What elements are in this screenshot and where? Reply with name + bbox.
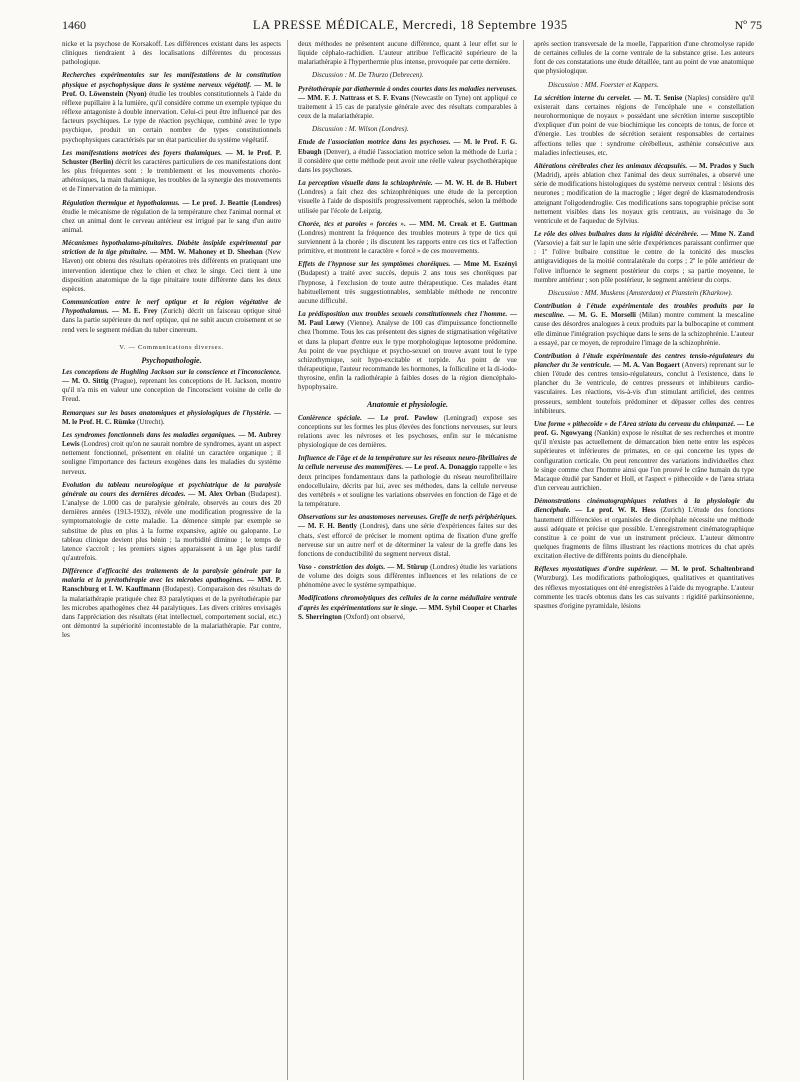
abstract-body: (Naples) considère qu'il existerait dans certaines régions de l'encéphale une « constellation neurohormonique de noyaux » possédant une sécrétion interne susceptible d'expliquer d'un point de vue biochimique les concepts de tonus, de force et d'énergie. Les troubles de sécrétion seraient responsables de certaines affections telles que : syndrome cérébelleux, asthénie consécutive aux maladies infectieuses, etc. <box>534 93 755 157</box>
abstract-body: (Nankin) expose le résultat de ses recherches et montre qu'il n'existe pas actuellement de démarcation bien nette entre les espèces supérieures et inférieures de primates, en ce qui concerne les types de configuration corticale. On peut rencontrer des variations individuelles chez le singe comme chez l'homme ainsi que l'on prouvé le crâne humain du type Macaque étudié par Sander et Holl, et l'aspect « pithecoïde » de l'area striata d'un cerveau autrichien. <box>534 429 754 493</box>
abstract-body: (Vienne). Analyse de 100 cas d'impuissance fonctionnelle chez l'homme. Tous les cas présentent des signes de stigmatisation végétative et dans la plupart d'entre eux le type morphologique leptosome prédomine. Au point de vue psychique et psycho-sexuel on trouve avant tout le type schizothymique, soit hypo-excitable et torpide. Au point de vue thérapeutique, l'auteur recommande les hormones, la folliculine et la di-iodo-thyrosine, enfin la radiothérapie à faibles doses de la région diencéphalo-hypophysaire. <box>298 319 517 392</box>
abstract-title: Le rôle des olives bulbaires dans la rigidité décérébrée. <box>534 229 699 238</box>
abstract-author: — M. F. H. Bently <box>298 522 360 531</box>
abstract-title: Conièrence spéciale. <box>298 413 362 422</box>
abstract-title: Démonstrations cinématographiques relatives à la physiologie du diencéphale. <box>534 497 754 515</box>
abstract-entry <box>62 239 281 294</box>
abstract-author: — Mme N. Zand <box>698 229 754 238</box>
continuation-text: deux méthodes ne présentent aucune différence, quant à leur effet sur le liquide céphalo-rachidien. L'auteur attribue l'efficacité supérieure de la malariathérapie à l'hyperthermie plus intense, provoquée par cette dernière. <box>298 40 517 67</box>
abstract-title: Une forme « pithecoïde » de l'Area striata du cerveau du chimpanzé. <box>534 419 736 428</box>
abstract-body: étudie les troubles constitutionnels à l'aide du réflexe pupillaire à la lumière, qu'il considère comme un exemple typique du réflexe antagoniste à double innervation. Celui-ci peut être influencé par des facteurs psychiques. Le type de réaction psychique, combiné avec le type psychique, produit un certain nombre de types constitutionnels psychophysiques caractérisés par un état particulier du système végétatif. <box>62 89 281 144</box>
abstract-body: (Oxford) ont observé, <box>343 612 405 621</box>
abstract-author: — M. le Prof. H. C. Rümke <box>62 408 281 426</box>
abstract-entry <box>62 71 281 144</box>
abstract-author: — M. Stürup <box>385 562 431 571</box>
abstract-body: rappelle « les deux principes fondamentaux dans la pathologie du réseau neurofibrillaire endocellulaire, décrits par lui, avec ses méthodes, dans la cellule nerveuse des vertébrés » et souligne les variations observées en fonction de l'âge et de la température. <box>298 463 517 509</box>
subsection-title: Anatomie et physiologie. <box>366 400 449 410</box>
abstract-author: — M. Alex Orban <box>185 489 249 498</box>
abstract-author: — M. le Prof. F. G. Ebaugh <box>298 138 517 156</box>
abstract-author: — MM. W. Mahoney et D. Sheehan <box>147 248 266 257</box>
abstract-entry <box>534 352 754 416</box>
abstract-author: — M. le Prof. O. Löwenstein (Nyon) <box>62 80 281 98</box>
abstract-author: — Mme M. Eszényi <box>450 260 517 269</box>
abstract-entry <box>298 310 517 392</box>
discussion-note: Discussion : M. Wilson (Londres). <box>312 125 409 134</box>
column-3 <box>534 40 760 1080</box>
abstract-body: (Budapest). L'analyse de 1.000 cas de paralysie générale, observés au cours des 20 dernières années (1913-1932), révèle une modification progressive de la symptomatologie de cette maladie. La démence simple par exemple se substitue de plus en plus à la forme expansive, agitée ou galopante. Le tableau clinique devient plus bénin ; la morbidité diminue ; le temps de latence s'accroît ; les premiers signes apparaissent à un âge plus tardif qu'autrefois. <box>62 489 281 562</box>
abstract-entry <box>298 414 517 451</box>
abstract-title: Les syndromes fonctionnels dans les maladies organiques. <box>62 430 236 439</box>
abstract-body: (Anvers) reprenant sur le chien l'étude des centres tensio-régulateurs, conclut à l'existence, dans le plancher du 3e ventricule, de centres presseurs et inhibiteurs cardio-vasculaires. Les réactions, vis-à-vis d'un stimulant artificiel, des centres presseurs, semblent toutefois prédominer et dépasser celles des centres inhibiteurs. <box>534 361 755 415</box>
abstract-title: Modifications chromolytiques des cellules de la corne médullaire ventrale d'après les expérimentations sur le singe. <box>298 594 517 612</box>
abstract-author: — M. Aubrey Lewis <box>62 430 282 449</box>
abstract-body: (New Haven) ont obtenu des résultats opératoires très différents en pratiquant une intervention identique chez le chien et chez le singe. Ceci tient à une disposition anatomique de la tige pituitaire toute différente dans les deux espèces. <box>62 248 281 293</box>
abstract-body: (Utrecht). <box>137 417 165 426</box>
abstract-author: — MM. M. Creak et E. Guttman <box>405 219 517 228</box>
abstract-author: — MM. P. Ranschburg et I. W. Kauffmann <box>62 576 281 594</box>
abstract-body: (Budapest) a traité avec succès, depuis 2 ans tous ses choréiques par l'hypnose, à l'exclusion de toute autre thérapeutique. Ces malades étant habituellement très suggestionnables, semblable méthode ne rencontre aucune difficulté. <box>298 269 517 305</box>
discussion-note: Discussion : MM. Muskens (Amsterdam) et Piunstein (Kharkow). <box>548 288 733 297</box>
column-2 <box>298 40 524 1080</box>
abstract-entry <box>298 513 517 559</box>
section-heading <box>62 343 281 365</box>
continuation-text: après section transversale de la moelle, l'apparition d'une chromolyse rapide de certaines cellules de la corne ventrale de la substance grise. Les auteurs font de ces constatations une étude détaillée, tant au point de vue anatomique que physiologique. <box>534 40 754 76</box>
abstract-title: Etude de l'association motrice dans les psychoses. <box>298 138 451 147</box>
abstract-entry <box>298 454 517 509</box>
abstract-title: La perception visuelle dans la schizophrénie. <box>298 179 433 188</box>
abstract-author: — M. G. E. Morselli <box>564 311 640 320</box>
page-header <box>62 18 762 40</box>
abstract-body: (Varsovie) a fait sur le lapin une série d'expériences paraissant confirmer que : 1º l'olive bulbaire constitue le centre de la tonicité des muscles antigravidiques de la moitié contralatérale du corps ; 2º le pôle antérieur de l'olive influence le segment postérieur du corps ; sa partie moyenne, le membre antérieur ; son pôle postérieur, le segment antérieur du corps. <box>534 239 754 284</box>
abstract-body: (Budapest). Comparaison des résultats de la malariathérapie pratiquée chez 83 paralytiques et de la pyrétothérapie par les microbes apathogènes chez 44 paralytiques. Les divers critères envisagés dans l'appréciation des résultats (état intellectuel, comportement social, etc.) ont démontré la supériorité incontestable de la malariathérapie. Par contre, les <box>62 585 281 640</box>
abstract-title: Recherches expérimentales sur les manifestations de la constitution physique et psychophysique dans le système nerveux végétatif. <box>62 71 281 89</box>
abstract-entry <box>534 302 754 348</box>
columns <box>62 40 762 1080</box>
column-1 <box>62 40 288 1080</box>
abstract-author: — M. Paul Lœwy <box>298 310 517 328</box>
abstract-title: La prédisposition aux troubles sexuels constitutionnels chez l'homme. <box>298 310 508 319</box>
abstract-entry <box>534 497 754 561</box>
abstract-author: — Le prof. J. Beattie (Londres) <box>179 198 281 207</box>
abstract-entry <box>534 420 754 493</box>
abstract-title: Chorée, tics et paroles « forcées ». <box>298 219 406 228</box>
abstract-body: (Denver), a étudié l'association motrice selon la méthode de Luria ; il considère que cette méthode peut avoir une réelle valeur psychothérapique dans les psychoses. <box>298 147 517 174</box>
abstract-entry <box>62 481 281 563</box>
abstract-title: La sécrétion interne du cervelet. <box>534 93 632 102</box>
abstract-title: Réflexes myostatiques d'ordre supérieur. <box>534 565 658 574</box>
abstract-title: Remarques sur les bases anatomiques et physiologiques de l'hystérie. <box>62 408 272 417</box>
abstract-author: — MM. F. J. Nattrass et S. F. Evans <box>298 93 412 102</box>
abstract-entry <box>298 85 517 122</box>
abstract-body: (Newcastle on Tyne) ont appliqué ce traitement à 15 cas de paralysie générale avec des résultats comparables à ceux de la malariathérapie. <box>298 93 518 121</box>
abstract-author: — M. A. Van Bogaert <box>611 361 683 369</box>
section-number: V. — Communications diverses. <box>119 343 224 351</box>
abstract-title: Les manifestations motrices des foyers thalamiques. <box>62 148 222 157</box>
abstract-author: — M. T. Senise <box>631 93 686 102</box>
abstract-body: (Zurich) L'étude des fonctions hautement différenciées et organisées de diencéphale nécessite une méthode aussi adéquate et précise que possible. L'enregistrement cinématographique constitue à ce point de vue un instrument précieux. L'auteur démontre quelques fragments de films illustrant les réactions motrices du chat après excitation élective de différents points du diencéphale. <box>534 506 754 561</box>
abstract-entry <box>298 220 517 257</box>
discussion-note: Discussion : MM. Foerster et Kappers. <box>548 80 659 89</box>
abstract-author: — M. O. Sittig <box>62 377 112 386</box>
abstract-body: (Madrid), après ablation chez l'animal des deux surrénales, a observé une série de modifications histologiques du système nerveux central : lésions des neurones ; modification de la macroglie ; léger degré de klasmatodendrosis atteignant l'oligodendroglie. Ces modifications sans topographie précise sont nettement visibles dans les noyaux gris centraux, au voisinage du 3e ventricule et de l'aqueduc de Sylvius. <box>534 171 754 225</box>
abstract-body: (Londres) étudie les variations de volume des doigts sous différentes influences et les relations de ce phénomène avec le système sympathique. <box>298 562 517 590</box>
abstract-entry <box>62 409 281 427</box>
abstract-body: (Milan) montre comment la mescaline cause des désordres analogues à ceux produits par la bulbocapine et comment elle diminue l'intégration psychique dans le sens de la schizophrénie. L'auteur a essayé, par ce moyen, de reproduire l'image de la schizophrénie. <box>534 311 755 347</box>
abstract-body: (Leningrad) expose ses conceptions sur les formes les plus élevées des fonctions nerveuses, sur leurs relations avec les névroses et les psychoses, enfin sur le mécanisme physiologique de ces dernières. <box>298 413 517 450</box>
abstract-entry <box>534 230 754 285</box>
abstract-author: — Le prof. W. R. Hess <box>570 506 661 515</box>
abstract-title: Observations sur les anastomoses nerveuses. Greffe de nerfs périphériques. <box>298 513 517 522</box>
abstract-author: — M. Prados y Such <box>687 161 754 170</box>
abstract-body: (Prague), reprenant les conceptions de H. Jackson, montre qu'il n'a mis en valeur une conception de l'inconscient voisine de celle de Freud. <box>62 377 281 404</box>
abstract-author: — M. le prof. Schaltenbrand <box>657 565 754 574</box>
abstract-author: — M. W. H. de B. Hubert <box>432 179 517 188</box>
abstract-author: — M. E. Frey <box>108 307 161 316</box>
abstract-author: — MM. Sybil Cooper et Charles S. Sherrington <box>298 603 517 621</box>
abstract-body: (Londres) montrent la fréquence des troubles moteurs à type de tics qui surviennent à la chorée ; ils discutent les rapports entre ces tics et l'affection primitive, et montrent le caractère « forcé » de ces mouvements. <box>298 228 517 256</box>
abstract-title: Effets de l'hypnose sur les symptômes choréiques. <box>298 260 451 269</box>
abstract-body: étudie le mécanisme de régulation de la température chez l'animal normal et chez un animal dont le cerveau antérieur est irrigué par le sang d'un autre animal. <box>62 207 281 234</box>
abstract-entry <box>534 565 754 611</box>
abstract-author: — Le prof. A. Donaggio <box>403 463 480 472</box>
abstract-title: Influence de l'âge et de la température sur les réseaux neuro-fibrillaires de la cellule nerveuse des mammifères. <box>298 454 517 472</box>
abstract-author: — Le prof. Pawlow <box>361 413 444 422</box>
abstract-title: Les conceptions de Hughling Jackson sur la conscience et l'inconscience. <box>62 368 281 376</box>
abstract-entry <box>62 199 281 236</box>
abstract-body: (Londres) croit qu'on ne saurait nombre de syndromes, ayant un aspect nettement fonctionnel, présentent en réalité un caractère organique ; il souligne l'importance des facteurs exogènes dans les maladies du système nerveux. <box>62 440 281 476</box>
abstract-body: décrit les caractères particuliers de ces manifestations dont les plus fréquentes sont : le tremblement et les mouvements choréo-athétosiques, la main thalamique, les troubles de la synergie des mouvements et de l'innervation de la mimique. <box>62 157 281 194</box>
abstract-entry <box>534 94 754 158</box>
abstract-title: Mécanismes hypothalamo-pituitaires. Diabète insipide expérimental par striction de la tige pituitaire. <box>62 239 281 257</box>
continuation-text: nicke et la psychose de Korsakoff. Les différences existant dans les aspects cliniques tiendraient à des localisations différentes du processus pathologique. <box>62 40 281 67</box>
abstract-title: Contribution à l'étude expérimentale des centres tensio-régulateurs du plancher du 3e ventricule. <box>534 351 754 369</box>
abstract-entry <box>62 368 281 405</box>
abstract-entry <box>534 162 754 226</box>
abstract-entry <box>298 563 517 590</box>
abstract-title: Altérations cérébrales chez les animaux décapsulés. <box>534 161 688 170</box>
page-number: 1460 <box>62 18 86 32</box>
abstract-title: Différence d'efficacité des traitements de la paralysie générale par la malaria et la pyrétothérapie avec les microbes apathogènes. <box>62 567 281 585</box>
section-title: Psychopathologie. <box>141 355 202 365</box>
abstract-entry <box>62 298 281 335</box>
abstract-entry <box>62 431 281 477</box>
abstract-title: Pyrétothérapie par diathermie à ondes courtes dans les maladies nerveuses. <box>298 84 517 93</box>
abstract-entry <box>62 567 281 640</box>
abstract-body: (Wurzburg). Les modifications pathologiques, qualitatives et quantitatives des réflexes myostatiques ont été enregistrées à l'aide du myographe. L'auteur commente les tracés obtenus dans les cas suivants : rigidité parkinsonienne, spasmes d'origine pyramidale, lésions <box>534 574 754 610</box>
abstract-entry <box>298 260 517 306</box>
abstract-entry <box>298 138 517 175</box>
abstract-body: (Londres), dans une série d'expériences faites sur des chats, s'est efforcé de préciser le moment optima de fixation d'une greffe nerveuse sur un autre nerf et de déterminer la valeur de la greffe dans les fonctions de conductibilité du segment nerveux distal. <box>298 522 517 558</box>
abstract-author: — M. le Prof. P. Schuster (Berlin) <box>62 148 281 166</box>
journal-title: LA PRESSE MÉDICALE, Mercredi, 18 Septembre 1935 <box>252 18 568 32</box>
abstract-title: Contribution à l'étude expérimentale des troubles produits par la mescaline. <box>534 302 754 320</box>
abstract-entry <box>298 179 517 216</box>
abstract-body: (Zurich) décrit un faisceau optique situé dans la partie supérieure du nerf optique, qui ne subit aucun croisement et se rend vers le segment médian du tuber cinereum. <box>62 307 282 334</box>
abstract-author: — Le prof. G. Ngowyang <box>534 419 754 438</box>
abstract-title: Communication entre le nerf optique et la région végétative de l'hypothalamus. <box>62 298 281 316</box>
discussion-note: Discussion : M. De Thurzo (Debrecen). <box>312 71 424 80</box>
abstract-title: Régulation thermique et hypothalamus. <box>62 198 180 207</box>
abstract-body: (Londres) a fait chez des schizophréniques une étude de la perception visuelle à l'aide de dispositifs progressivement rapprochés, selon la méthode utilisée par l'école de Leipzig. <box>298 188 517 215</box>
abstract-entry <box>62 149 281 195</box>
abstract-entry <box>298 594 517 621</box>
abstract-title: Vaso - constriction des doigts. <box>298 562 386 571</box>
abstract-title: Evolution du tableau neurologique et psychiatrique de la paralysie générale au cours des dernières décades. <box>62 480 281 498</box>
issue-number: Nº 75 <box>734 18 762 32</box>
